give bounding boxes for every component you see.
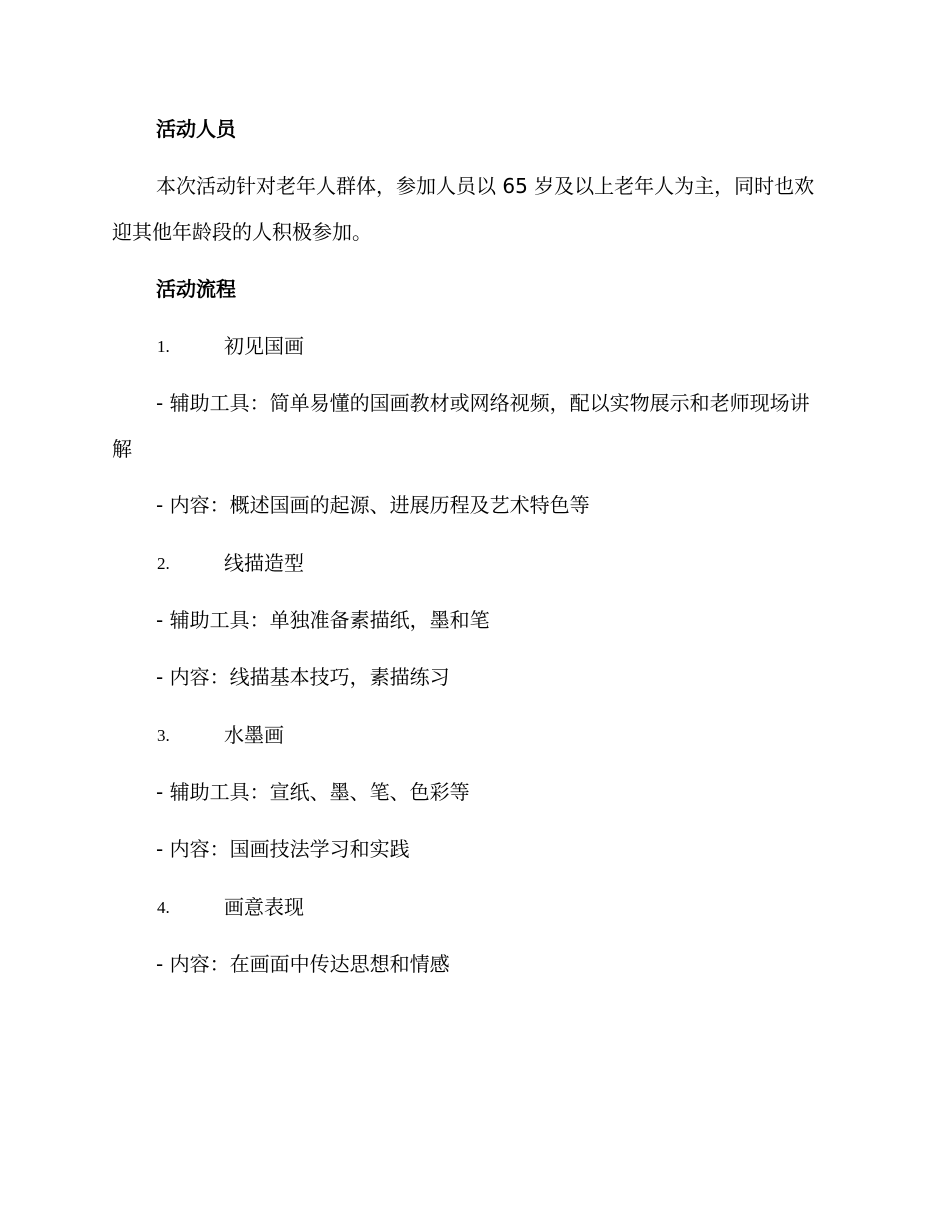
list-item-detail: - 内容：在画面中传达思想和情感 bbox=[156, 952, 450, 976]
list-item-detail: - 内容：概述国画的起源、进展历程及艺术特色等 bbox=[156, 493, 590, 517]
section-heading-participants: 活动人员 bbox=[156, 117, 236, 141]
list-item-number: 3. bbox=[157, 726, 170, 745]
participants-paragraph-text: 本次活动针对老年人群体，参加人员以 65 岁及以上老年人为主，同时也欢迎其他年龄段的人积极参加。 bbox=[112, 174, 815, 244]
list-item-detail: - 内容：国画技法学习和实践 bbox=[156, 837, 410, 861]
list-item-number: 2. bbox=[157, 554, 170, 573]
participants-paragraph bbox=[112, 163, 824, 255]
list-item-detail bbox=[112, 380, 824, 472]
list-item-number: 1. bbox=[157, 337, 170, 356]
section-heading-process: 活动流程 bbox=[156, 277, 236, 301]
list-item-detail: - 内容：线描基本技巧，素描练习 bbox=[156, 665, 450, 689]
list-item-title: 初见国画 bbox=[224, 334, 304, 358]
list-item-title: 水墨画 bbox=[224, 723, 284, 747]
list-item-detail: - 辅助工具：宣纸、墨、笔、色彩等 bbox=[156, 780, 470, 804]
list-item-detail: - 辅助工具：单独准备素描纸，墨和笔 bbox=[156, 608, 490, 632]
list-item-number: 4. bbox=[157, 898, 170, 917]
list-item-detail-text: - 辅助工具：简单易懂的国画教材或网络视频，配以实物展示和老师现场讲解 bbox=[112, 391, 810, 461]
list-item-title: 线描造型 bbox=[224, 551, 304, 575]
list-item-title: 画意表现 bbox=[224, 895, 304, 919]
